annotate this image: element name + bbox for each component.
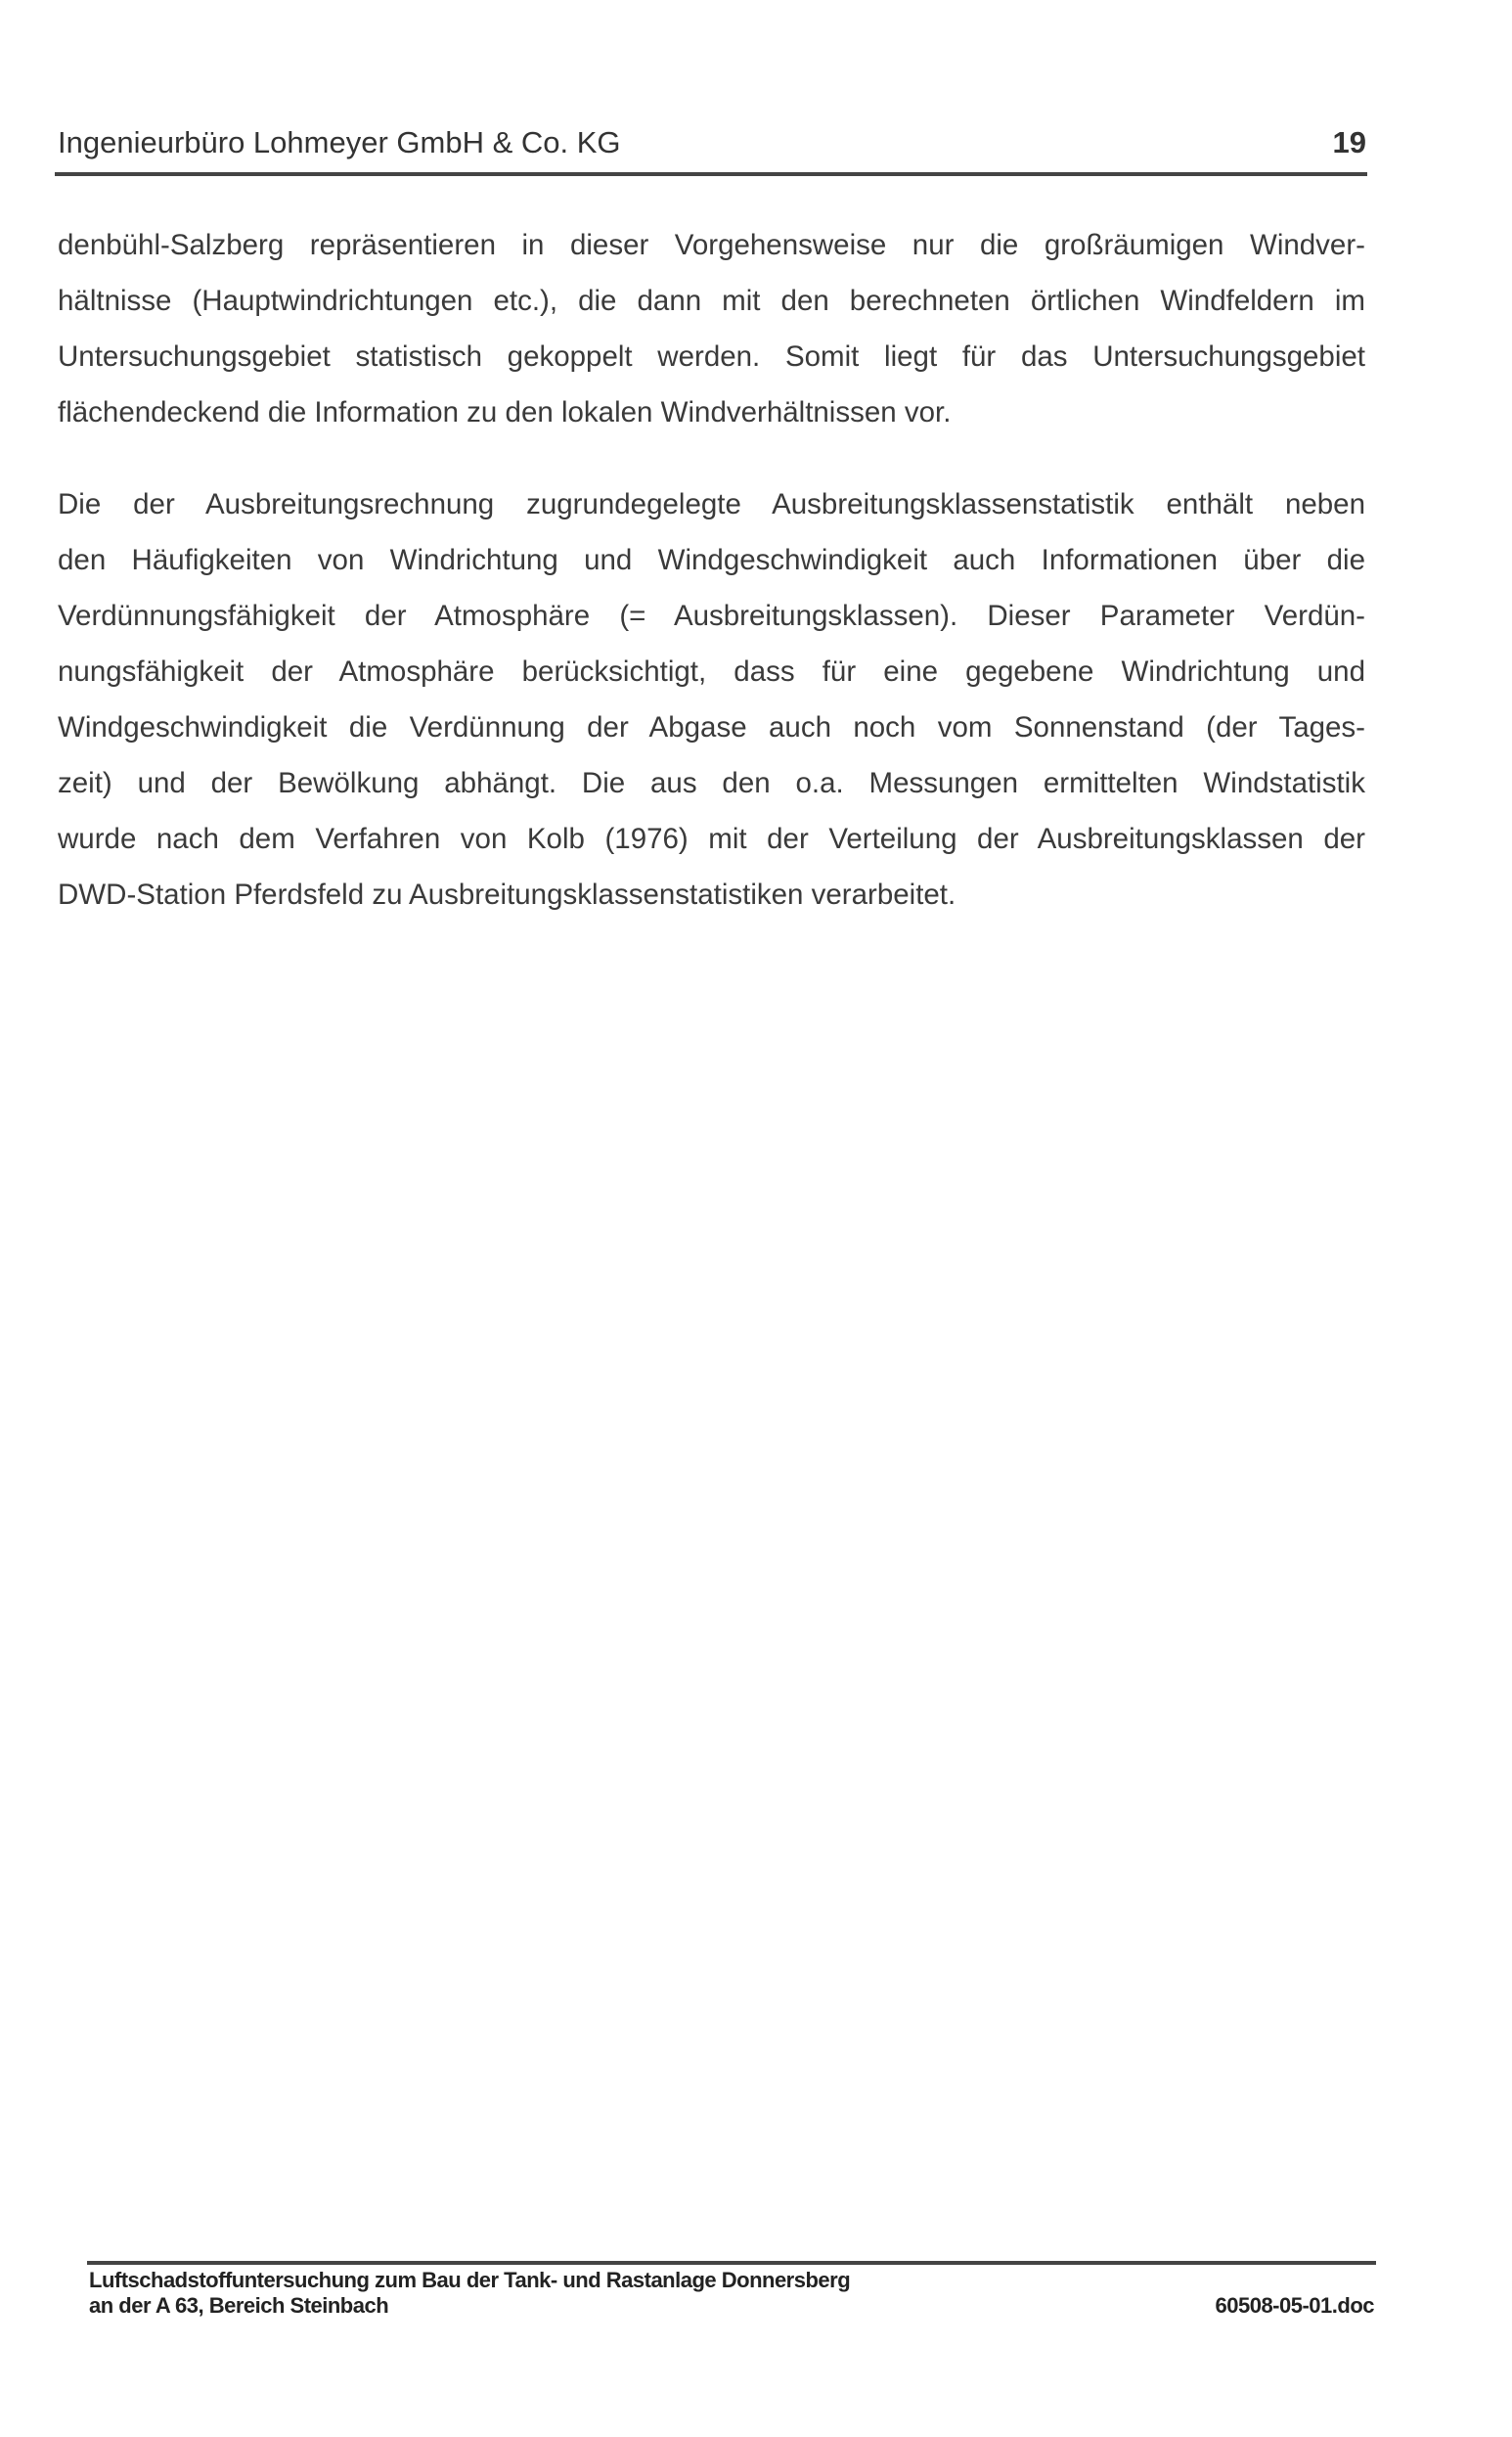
footer-subtitle: an der A 63, Bereich Steinbach <box>89 2293 389 2318</box>
header-rule <box>55 172 1367 176</box>
text-line: nungsfähigkeit der Atmosphäre berücksichtigt, dass für eine gegebene Windrichtung und <box>58 655 1365 688</box>
page-footer <box>89 2268 1374 2319</box>
footer-title: Luftschadstoffuntersuchung zum Bau der Tank- und Rastanlage Donnersberg <box>89 2268 851 2292</box>
text-line: zeit) und der Bewölkung abhängt. Die aus den o.a. Messungen ermittelten Windstatistik <box>58 767 1365 799</box>
text-line: denbühl-Salzberg repräsentieren in dieser Vorgehensweise nur die großräumigen Windver- <box>58 229 1365 261</box>
text-line: hältnisse (Hauptwindrichtungen etc.), die dann mit den berechneten örtlichen Windfeldern im <box>58 285 1365 317</box>
text-line: flächendeckend die Information zu den lokalen Windverhältnissen vor. <box>58 396 952 429</box>
page-header <box>58 125 1366 160</box>
document-code: 60508-05-01.doc <box>1215 2293 1374 2318</box>
company-name: Ingenieurbüro Lohmeyer GmbH & Co. KG <box>58 125 621 159</box>
text-line: Verdünnungsfähigkeit der Atmosphäre (= Ausbreitungsklassen). Dieser Parameter Verdün- <box>58 600 1365 632</box>
text-line: den Häufigkeiten von Windrichtung und Windgeschwindigkeit auch Informationen über die <box>58 544 1365 576</box>
text-line: Untersuchungsgebiet statistisch gekoppelt werden. Somit liegt für das Untersuchungsgebiet <box>58 340 1365 373</box>
footer-rule <box>87 2261 1376 2265</box>
text-line: DWD-Station Pferdsfeld zu Ausbreitungsklassenstatistiken verarbeitet. <box>58 879 956 911</box>
text-line: Windgeschwindigkeit die Verdünnung der Abgase auch noch vom Sonnenstand (der Tages- <box>58 711 1365 744</box>
paragraph-1 <box>58 217 1365 440</box>
text-line: wurde nach dem Verfahren von Kolb (1976) mit der Verteilung der Ausbreitungsklassen der <box>58 823 1365 855</box>
paragraph-2 <box>58 476 1365 923</box>
text-line: Die der Ausbreitungsrechnung zugrundegelegte Ausbreitungsklassenstatistik enthält neben <box>58 488 1365 520</box>
page-number: 19 <box>1332 125 1366 159</box>
